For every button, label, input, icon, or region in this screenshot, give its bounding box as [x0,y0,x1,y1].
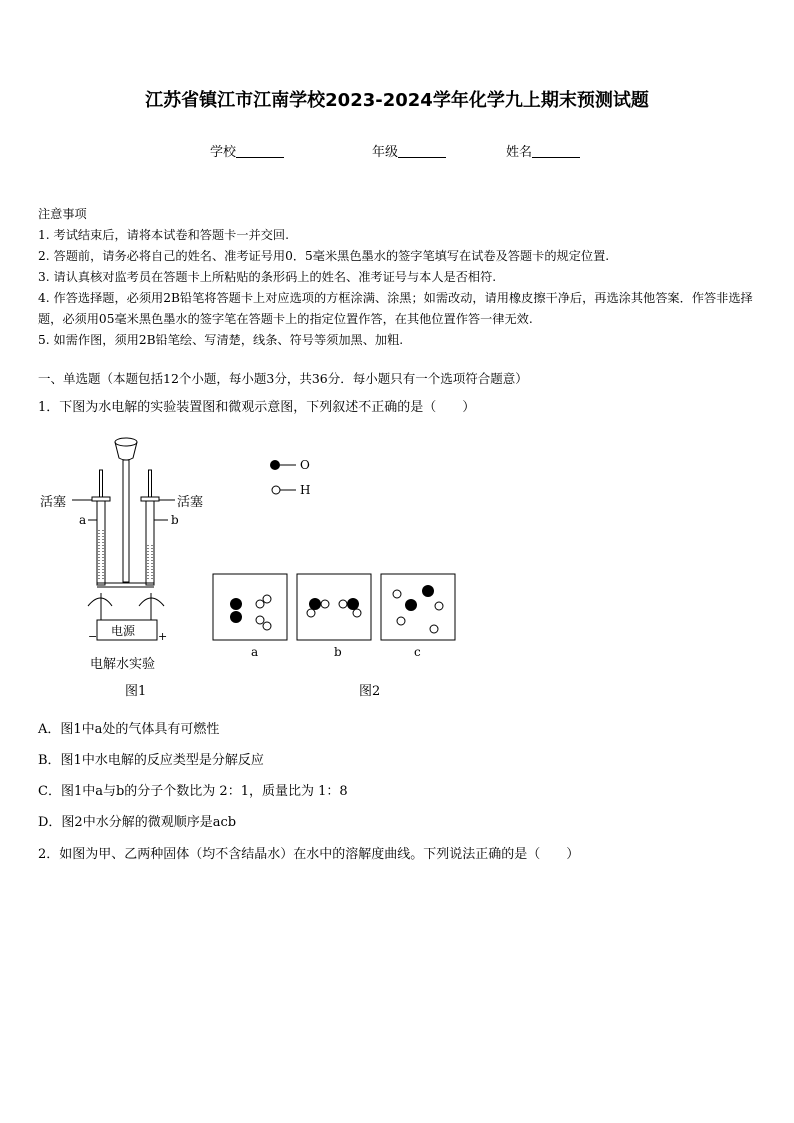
oxygen-atom [309,598,321,610]
stopcock-right-label: 活塞 [177,495,204,510]
oxygen-atom [230,598,242,610]
note-item: 3. 请认真核对监考员在答题卡上所粘贴的条形码上的姓名、准考证号与本人是否相符. [38,270,497,284]
option-b: B．图1中水电解的反应类型是分解反应 [38,753,264,768]
box-a-label: a [251,645,259,659]
micro-box-b [297,574,371,640]
notes-heading: 注意事项 [38,207,87,221]
note-item: 1. 考试结束后，请将本试卷和答题卡一并交回. [38,228,289,242]
micro-box-a [213,574,287,640]
hydrogen-atom [393,590,401,598]
page-title: 江苏省镇江市江南学校2023-2024学年化学九上期末预测试题 [145,90,649,111]
hydrogen-atom [430,625,438,633]
box-c-label: c [414,645,421,659]
micro-box-c [381,574,455,640]
oxygen-atom [347,598,359,610]
tube-b-label: b [171,513,179,527]
stand-base [88,593,164,620]
question-2-stem: 2．如图为甲、乙两种固体（均不含结晶水）在水中的溶解度曲线。下列说法正确的是（ ） [38,847,580,862]
stopcock-left-label: 活塞 [40,495,67,510]
hydrogen-atom [397,617,405,625]
grade-label: 年级 [372,145,399,160]
name-label: 姓名 [506,145,533,160]
note-item: 2. 答题前，请务必将自己的姓名、准考证号用0．5毫米黑色墨水的签字笔填写在试卷及答题卡的规定位置. [38,249,610,263]
section-heading: 一、单选题（本题包括12个小题，每小题3分，共36分．每小题只有一个选项符合题意） [38,371,528,386]
oxygen-atom [422,585,434,597]
hydrogen-atom-icon [272,486,280,494]
hydrogen-atom [339,600,347,608]
school-label: 学校 [210,145,237,160]
connector-tube [97,583,154,587]
power-label: 电源 [111,624,136,638]
oxygen-atom [405,599,417,611]
question-1-stem: 1．下图为水电解的实验装置图和微观示意图，下列叙述不正确的是（ ） [38,400,476,415]
note-item: 4. 作答选择题，必须用2B铅笔将答题卡上对应选项的方框涂满、涂黑；如需改动，请用橡皮擦干净后，再选涂其他答案．作答非选择题，必须用05毫米黑色墨水的签字笔在答题卡上的指定位置作答，在其他位置作答一律无效. [38,291,753,326]
hydrogen-atom [263,622,271,630]
right-tube [145,470,155,585]
oxygen-atom-icon [270,460,280,470]
hydrogen-atom [321,600,329,608]
plus-sign: + [158,630,168,643]
stopcock-right-icon [141,497,159,501]
legend-hydrogen-label: H [300,483,311,497]
hydrogen-atom [256,616,264,624]
funnel [115,438,137,582]
box-b-label: b [334,645,342,659]
tube-a-label: a [79,513,87,527]
legend-oxygen-label: O [300,458,310,472]
left-tube [96,470,106,585]
hydrogen-atom [263,595,271,603]
minus-sign: − [88,630,98,643]
option-a: A．图1中a处的气体具有可燃性 [38,722,220,737]
hydrogen-atom [353,609,361,617]
oxygen-atom [230,611,242,623]
hydrogen-atom [307,609,315,617]
stopcock-left-icon [92,497,110,501]
figure1-label: 图1 [125,684,147,699]
option-d: D．图2中水分解的微观顺序是acb [38,815,237,830]
option-c: C．图1中a与b的分子个数比为 2：1，质量比为 1：8 [38,784,348,799]
hydrogen-atom [256,600,264,608]
figure2-label: 图2 [359,684,381,699]
hydrogen-atom [435,602,443,610]
note-item: 5. 如需作图，须用2B铅笔绘、写清楚，线条、符号等须加黑、加粗. [38,333,404,347]
figure1-caption: 电解水实验 [90,657,156,672]
